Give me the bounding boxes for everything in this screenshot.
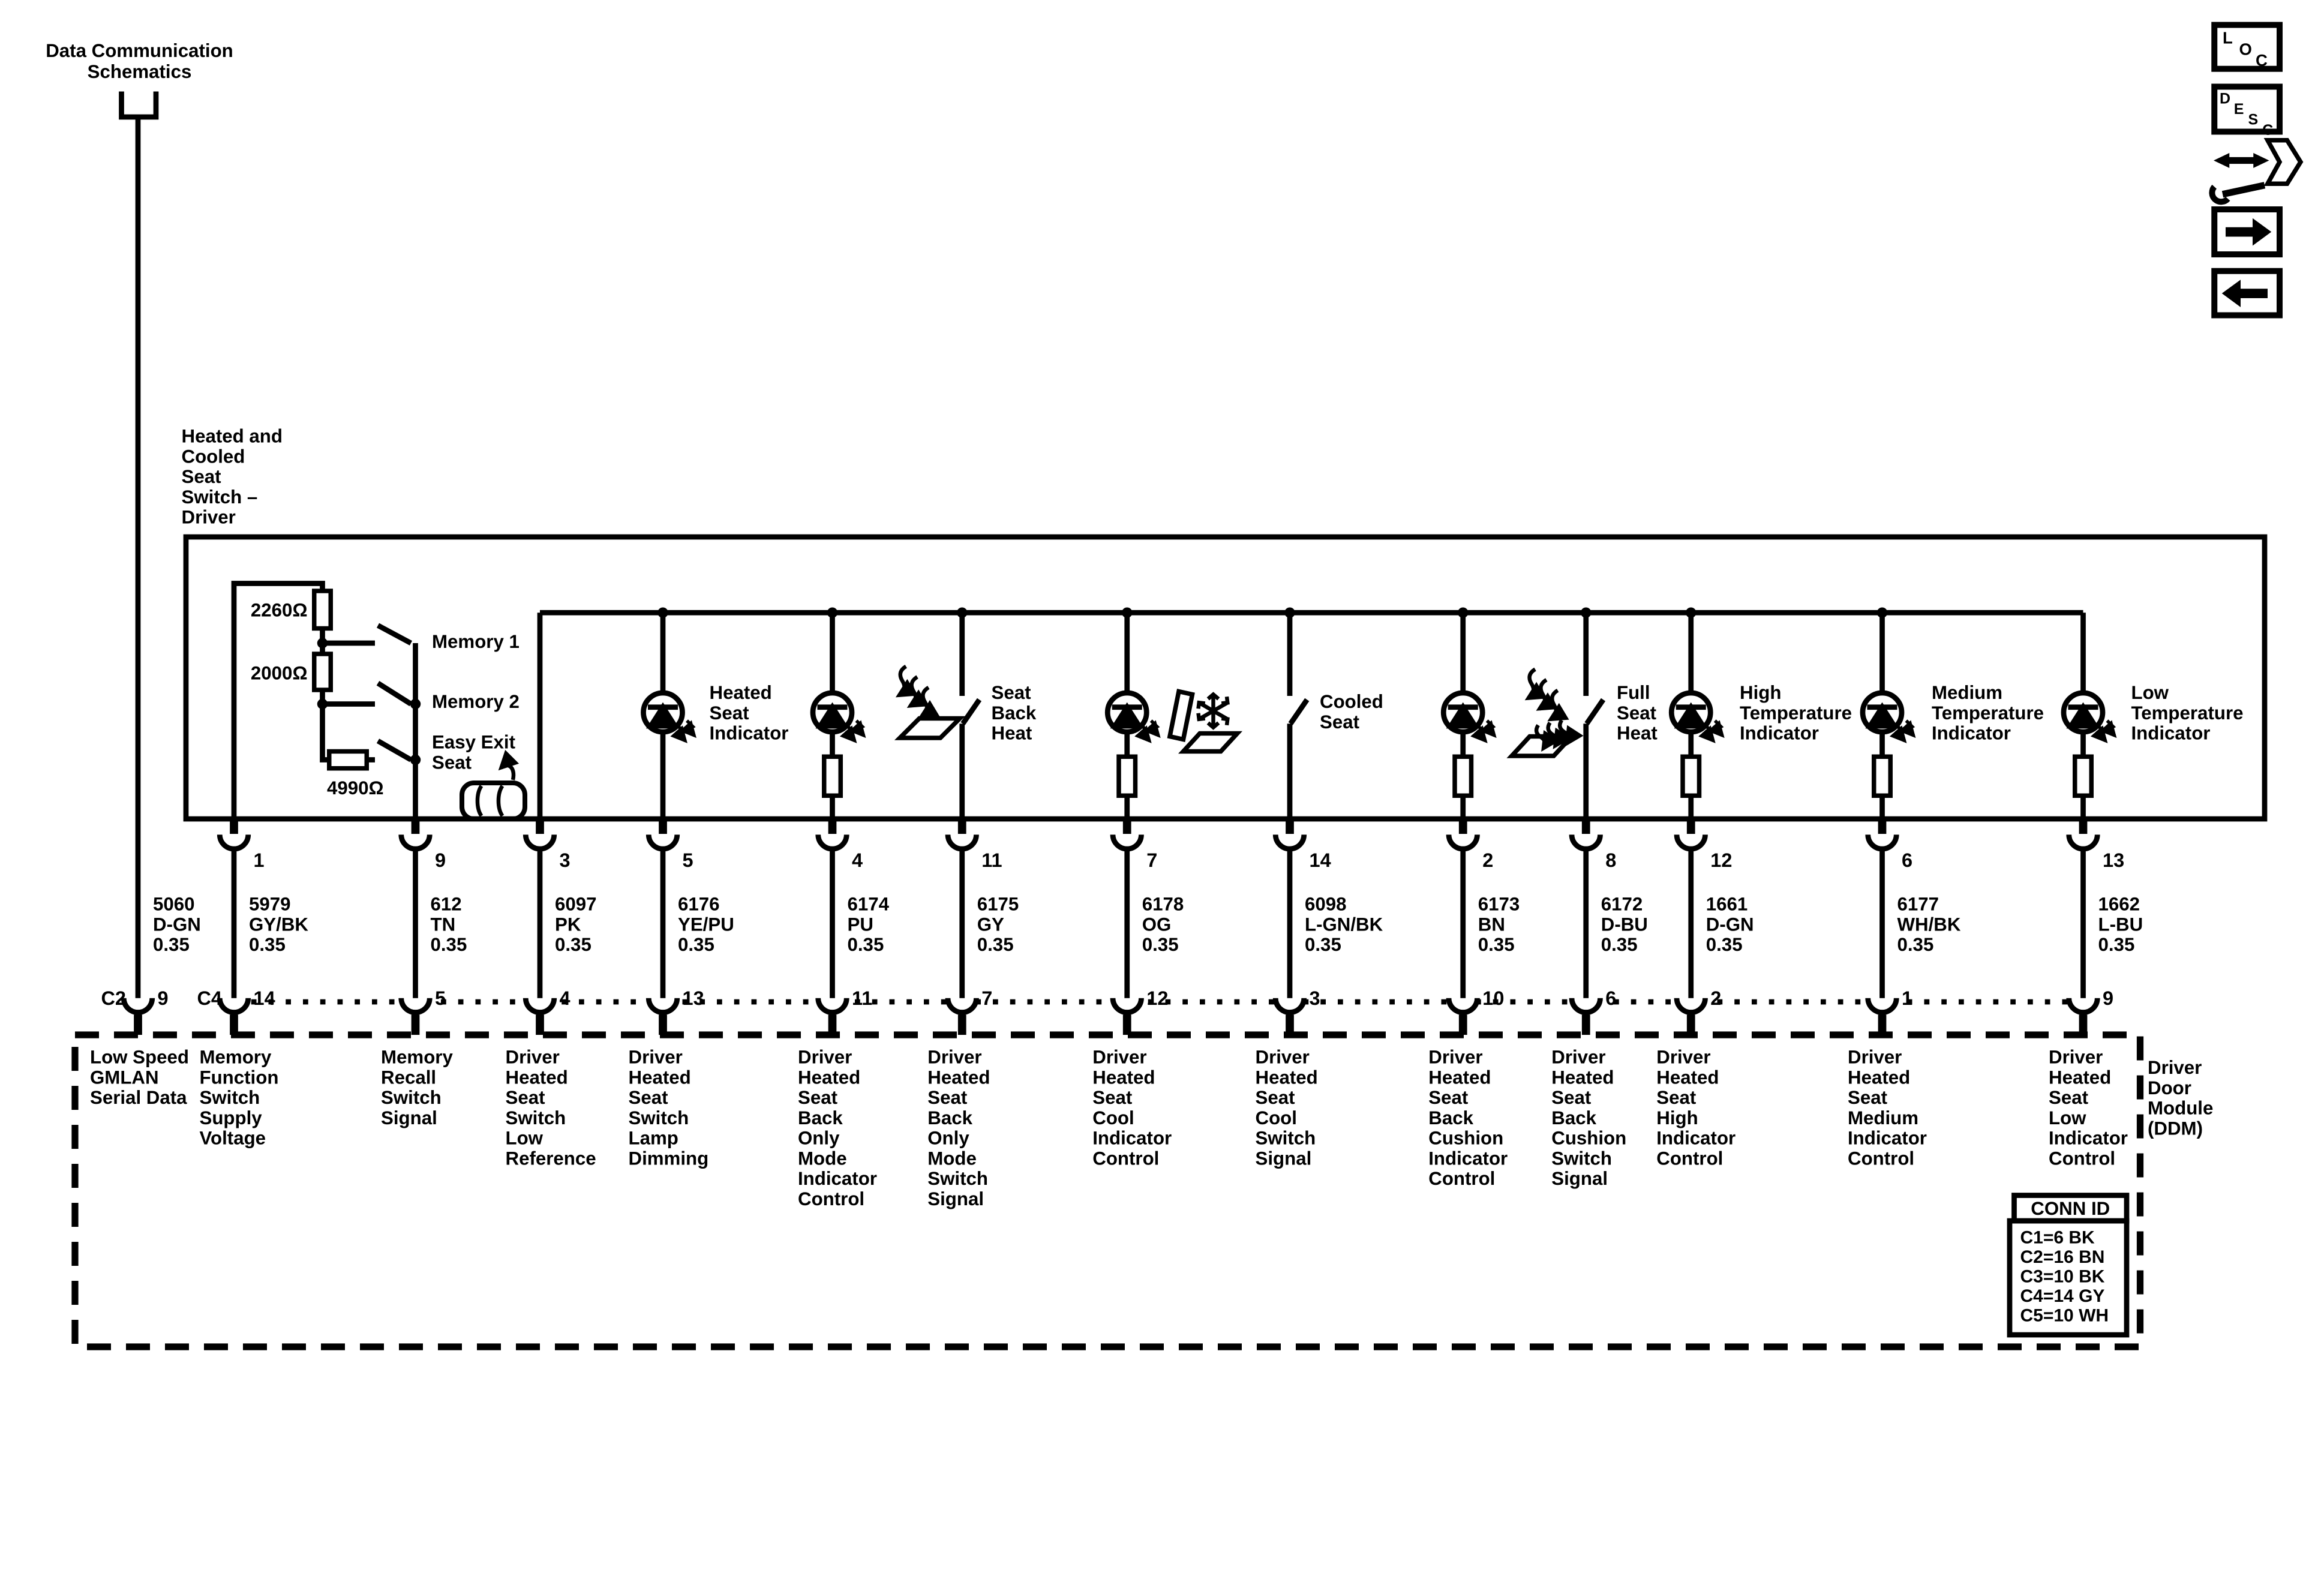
wire-gauge: 0.35: [2098, 933, 2135, 955]
led-indicator-icon: [644, 693, 695, 741]
loc-button-label: O: [2239, 40, 2252, 59]
wire-gauge: 0.35: [1142, 933, 1179, 955]
pin-function-label: Function: [199, 1067, 279, 1088]
switch-pin-connector: [948, 819, 977, 849]
pin-function-label: Heated: [927, 1067, 990, 1088]
desc-button-label: D: [2220, 90, 2231, 107]
wire-gauge: 0.35: [1305, 933, 1341, 955]
connector-id-label: C4: [197, 987, 223, 1009]
top-pin-number: 8: [1605, 849, 1617, 871]
branch-label: Medium: [1932, 682, 2003, 703]
resistor-value: 4990Ω: [327, 777, 384, 798]
pin-function-label: Low: [505, 1127, 544, 1149]
pin-function-label: Seat: [505, 1086, 545, 1108]
bus-junction-dot: [1581, 607, 1592, 618]
memory-switch-label: Memory 1: [432, 631, 520, 652]
pin-function-label: Back: [927, 1107, 972, 1128]
bottom-pin-number: 2: [1710, 987, 1722, 1009]
switch-pin-connector: [220, 819, 248, 849]
wire-color-code: PK: [555, 914, 581, 935]
pin-function-label: Seat: [2049, 1086, 2089, 1108]
wire-612: [401, 819, 430, 1035]
pin-function-label: Control: [1848, 1148, 1915, 1169]
wire-circuit-number: 6177: [1897, 893, 1939, 915]
switch-pin-connector: [1868, 819, 1897, 849]
pin-function-label: Driver: [1092, 1046, 1147, 1068]
conn-id-row: C3=10 BK: [2020, 1266, 2105, 1287]
bottom-pin-number: 10: [1482, 987, 1505, 1009]
bus-junction-dot: [827, 607, 838, 618]
branch-label: Temperature: [2131, 702, 2244, 724]
pin-function-label: Dimming: [628, 1148, 709, 1169]
pin-function-label: Low Speed: [90, 1046, 189, 1068]
ddm-pin-connector: [1449, 998, 1478, 1035]
bottom-pin-number: 5: [435, 987, 446, 1009]
switch-box-title: Cooled: [181, 446, 245, 467]
ddm-pin-connector: [220, 998, 248, 1035]
pin-function-label: Switch: [381, 1086, 442, 1108]
loc-button-label: C: [2256, 50, 2268, 70]
bottom-pin-number: 6: [1605, 987, 1617, 1009]
switch-pin-connector: [1275, 819, 1304, 849]
switch-pin-connector: [1677, 819, 1706, 849]
ddm-pin-connector: [1113, 998, 1142, 1035]
pin-function-label: Seat: [1551, 1086, 1592, 1108]
pin-function-label: Switch: [927, 1167, 988, 1189]
wire-circuit-number: 1661: [1706, 893, 1748, 915]
bus-junction-dot: [1122, 607, 1133, 618]
wire-color-code: GY: [977, 914, 1004, 935]
pin-function-label: Indicator: [1092, 1127, 1172, 1149]
pin-function-label: Reference: [505, 1148, 596, 1169]
resistor-icon: [1683, 757, 1700, 795]
wire-gauge: 0.35: [1897, 933, 1934, 955]
desc-button-label: S: [2248, 111, 2259, 128]
bottom-pin-number: 11: [852, 987, 873, 1009]
branch-label: Cooled: [1320, 691, 1383, 712]
resistor-value: 2260Ω: [250, 599, 308, 621]
pin-function-label: Memory: [381, 1046, 453, 1068]
top-pin-number: 4: [852, 849, 863, 871]
pin-function-label: Seat: [1255, 1086, 1295, 1108]
conn-id-row: C4=14 GY: [2020, 1286, 2105, 1306]
wire-circuit-number: 6175: [977, 893, 1019, 915]
wire-color-code: OG: [1142, 914, 1172, 935]
wire-color-code: YE/PU: [678, 914, 734, 935]
wire-color-code: L-GN/BK: [1305, 914, 1383, 935]
switch-pin-connector: [818, 819, 847, 849]
branch-label: Seat: [709, 702, 749, 724]
pin-function-label: Heated: [1551, 1067, 1614, 1088]
top-pin-number: 12: [1710, 849, 1733, 871]
switch-box-title: Heated and: [181, 425, 283, 447]
desc-button-label: E: [2233, 101, 2244, 118]
wire-6097: [526, 613, 554, 1035]
pin-function-label: Control: [798, 1188, 865, 1209]
pin-function-label: Signal: [381, 1107, 437, 1128]
resistor-icon: [1119, 757, 1136, 795]
bottom-pin-number: 14: [253, 987, 275, 1009]
pin-function-label: Control: [1092, 1148, 1160, 1169]
pin-function-label: Mode: [798, 1148, 847, 1169]
bus-junction-dot: [657, 607, 668, 618]
top-pin-number: 5: [682, 849, 693, 871]
data-link-bracket: [122, 92, 157, 117]
ddm-pin-connector: [818, 998, 847, 1035]
branch-label: Seat: [991, 682, 1031, 703]
resistor-value: 2000Ω: [250, 662, 308, 684]
ddm-pin-connector: [2069, 998, 2098, 1035]
top-pin-number: 13: [2103, 849, 2125, 871]
top-pin-number: 6: [1902, 849, 1913, 871]
bus-junction-dot: [957, 607, 968, 618]
resistor-icon: [2075, 757, 2092, 795]
wire-gauge: 0.35: [678, 933, 714, 955]
wire-gauge: 0.35: [153, 933, 190, 955]
conn-id-row: C1=6 BK: [2020, 1227, 2095, 1248]
pin-function-label: Heated: [1848, 1067, 1911, 1088]
pin-function-label: Driver: [505, 1046, 560, 1068]
switch-box-title: Seat: [181, 466, 221, 487]
bottom-pin-number: 12: [1146, 987, 1169, 1009]
wire-color-code: L-BU: [2098, 914, 2143, 935]
pin-function-label: Cushion: [1428, 1127, 1504, 1149]
pin-function-label: Switch: [1551, 1148, 1612, 1169]
pin-function-label: Only: [927, 1127, 969, 1149]
ddm-pin-connector: [526, 998, 554, 1035]
ddm-pin-connector: [648, 998, 677, 1035]
pin-function-label: Low: [2049, 1107, 2086, 1128]
conn-id-row: C2=16 BN: [2020, 1247, 2105, 1267]
previous-page-button[interactable]: [2214, 271, 2280, 316]
ddm-pin-connector: [1868, 998, 1897, 1035]
top-pin-number: 1: [253, 849, 265, 871]
pin-function-label: Seat: [1428, 1086, 1469, 1108]
pin-function-label: Serial Data: [90, 1086, 187, 1108]
branch-label: Low: [2131, 682, 2169, 703]
pin-function-label: Lamp: [628, 1127, 678, 1149]
wire-circuit-number: 6098: [1305, 893, 1347, 915]
wire-gauge: 0.35: [555, 933, 591, 955]
pin-function-label: Switch: [1255, 1127, 1316, 1149]
pin-function-label: Medium: [1848, 1107, 1919, 1128]
cooled-seat-icon: [1170, 692, 1238, 752]
wire-gauge: 0.35: [847, 933, 884, 955]
pin-function-label: Heated: [1656, 1067, 1719, 1088]
pin-function-label: Driver: [1848, 1046, 1902, 1068]
data-link-title: Schematics: [87, 61, 192, 82]
pin-function-label: Driver: [1656, 1046, 1711, 1068]
wire-circuit-number: 6174: [847, 893, 890, 915]
pin-function-label: Recall: [381, 1067, 437, 1088]
pin-function-label: Seat: [1656, 1086, 1697, 1108]
wire-gauge: 0.35: [430, 933, 467, 955]
pin-function-label: Heated: [1255, 1067, 1318, 1088]
bus-junction-dot: [1877, 607, 1888, 618]
pin-function-label: Driver: [2049, 1046, 2103, 1068]
wire-circuit-number: 1662: [2098, 893, 2140, 915]
pin-function-label: Switch: [199, 1086, 260, 1108]
next-page-button[interactable]: [2214, 209, 2280, 254]
branch-label: Full: [1617, 682, 1650, 703]
ddm-pin-connector: [1275, 998, 1304, 1035]
conn-id-title: CONN ID: [2031, 1197, 2110, 1219]
branch-label: Seat: [1617, 702, 1657, 724]
branch-label: Heat: [991, 722, 1032, 744]
branch-label: Heat: [1617, 722, 1658, 744]
pin-function-label: Indicator: [1428, 1148, 1508, 1169]
bottom-pin-number: 4: [559, 987, 571, 1009]
ddm-pin-connector: [124, 998, 152, 1035]
pin-function-label: Driver: [1255, 1046, 1310, 1068]
top-pin-number: 2: [1482, 849, 1494, 871]
top-pin-number: 7: [1146, 849, 1158, 871]
switch-pin-connector: [2069, 819, 2098, 849]
wire-circuit-number: 6097: [555, 893, 597, 915]
pin-function-label: Signal: [927, 1188, 984, 1209]
bottom-pin-number: 9: [157, 987, 169, 1009]
led-indicator-icon: [2064, 693, 2115, 741]
memory-switch-label: Memory 2: [432, 691, 520, 712]
wire-color-code: PU: [847, 914, 873, 935]
pin-function-label: Control: [1428, 1167, 1496, 1189]
branch-label: Temperature: [1932, 702, 2044, 724]
pin-function-label: Seat: [927, 1086, 968, 1108]
wire-color-code: D-GN: [153, 914, 201, 935]
wire-circuit-number: 612: [430, 893, 462, 915]
pin-function-label: Back: [1428, 1107, 1473, 1128]
wire-1662: [2064, 613, 2115, 1035]
pin-function-label: High: [1656, 1107, 1698, 1128]
pin-function-label: Heated: [628, 1067, 691, 1088]
bus-junction-dot: [1284, 607, 1295, 618]
ddm-module-label: Driver: [2148, 1056, 2202, 1078]
pin-function-label: Driver: [628, 1046, 683, 1068]
pin-function-label: Heated: [505, 1067, 568, 1088]
switch-pin-connector: [1449, 819, 1478, 849]
pin-function-label: Seat: [628, 1086, 668, 1108]
led-indicator-icon: [1863, 693, 1914, 741]
loc-button-label: L: [2223, 28, 2233, 47]
wire-gauge: 0.35: [249, 933, 286, 955]
pin-function-label: Control: [2049, 1148, 2116, 1169]
resistor-icon: [1455, 757, 1472, 795]
ddm-pin-connector: [401, 998, 430, 1035]
switch-pin-connector: [401, 819, 430, 849]
led-indicator-icon: [1107, 693, 1158, 741]
memory-switch-label: Seat: [432, 752, 472, 773]
pin-function-label: Seat: [1848, 1086, 1888, 1108]
desc-button-label: C: [2262, 122, 2274, 139]
wire-color-code: TN: [430, 914, 456, 935]
branch-label: Seat: [1320, 711, 1360, 733]
pin-function-label: Signal: [1255, 1148, 1312, 1169]
wire-5060: [124, 998, 152, 1035]
wire-circuit-number: 6178: [1142, 893, 1184, 915]
ddm-pin-connector: [1677, 998, 1706, 1035]
top-pin-number: 9: [435, 849, 446, 871]
pin-function-label: Cool: [1255, 1107, 1297, 1128]
pin-function-label: Indicator: [2049, 1127, 2128, 1149]
ddm-pin-connector: [948, 998, 977, 1035]
pin-function-label: Only: [798, 1127, 840, 1149]
pin-function-label: GMLAN: [90, 1067, 159, 1088]
switch-icon: [1586, 613, 1604, 819]
bus-junction-dot: [1686, 607, 1697, 618]
wire-5979: [220, 819, 248, 1035]
pin-function-label: Supply: [199, 1107, 262, 1128]
pin-function-label: Voltage: [199, 1127, 266, 1149]
switch-icon: [1290, 613, 1307, 819]
tools-icon[interactable]: [2212, 140, 2301, 202]
led-indicator-icon: [1443, 693, 1494, 741]
pin-function-label: Heated: [798, 1067, 861, 1088]
pin-function-label: Heated: [1428, 1067, 1491, 1088]
led-indicator-icon: [1671, 693, 1722, 741]
ddm-module-label: (DDM): [2148, 1118, 2203, 1139]
wire-circuit-number: 5060: [153, 893, 195, 915]
branch-label: Heated: [709, 682, 772, 703]
ddm-module-label: Module: [2148, 1097, 2214, 1119]
pin-function-label: Switch: [505, 1107, 566, 1128]
pin-function-label: Switch: [628, 1107, 689, 1128]
pin-function-label: Mode: [927, 1148, 977, 1169]
branch-label: Indicator: [1932, 722, 2011, 744]
wire-color-code: D-GN: [1706, 914, 1754, 935]
pin-function-label: Driver: [798, 1046, 852, 1068]
bottom-pin-number: 13: [682, 987, 704, 1009]
branch-label: High: [1740, 682, 1782, 703]
pin-function-label: Seat: [1092, 1086, 1133, 1108]
branch-label: Temperature: [1740, 702, 1852, 724]
ddm-pin-connector: [1572, 998, 1601, 1035]
switch-box-title: Driver: [181, 506, 236, 528]
wire-gauge: 0.35: [1601, 933, 1638, 955]
switch-pin-connector: [1572, 819, 1601, 849]
wire-gauge: 0.35: [1478, 933, 1515, 955]
wire-color-code: WH/BK: [1897, 914, 1961, 935]
wire-circuit-number: 6173: [1478, 893, 1520, 915]
branch-label: Back: [991, 702, 1037, 724]
pin-function-label: Seat: [798, 1086, 838, 1108]
resistor-icon: [1874, 757, 1891, 795]
wire-circuit-number: 6172: [1601, 893, 1643, 915]
connector-id-label: C2: [101, 987, 127, 1009]
wire-circuit-number: 5979: [249, 893, 291, 915]
seat-cushion-heat-icon: [1512, 668, 1572, 756]
led-indicator-icon: [813, 693, 864, 741]
pin-function-label: Heated: [2049, 1067, 2112, 1088]
wire-circuit-number: 6176: [678, 893, 720, 915]
pin-function-label: Back: [1551, 1107, 1596, 1128]
seat-switch-box: [186, 537, 2265, 819]
data-link-title: Data Communication: [46, 40, 233, 61]
pin-function-label: Signal: [1551, 1167, 1608, 1189]
switch-pin-connector: [648, 819, 677, 849]
top-pin-number: 11: [981, 849, 1002, 871]
pin-function-label: Heated: [1092, 1067, 1155, 1088]
wire-gauge: 0.35: [1706, 933, 1743, 955]
switch-box-title: Switch –: [181, 486, 258, 508]
resistor-icon: [824, 757, 841, 795]
pin-function-label: Driver: [1428, 1046, 1483, 1068]
top-pin-number: 14: [1309, 849, 1331, 871]
wire-gauge: 0.35: [977, 933, 1014, 955]
wire-color-code: GY/BK: [249, 914, 308, 935]
memory-switch-label: Easy Exit: [432, 731, 515, 753]
pin-function-label: Indicator: [1848, 1127, 1927, 1149]
ddm-module-label: Door: [2148, 1077, 2191, 1098]
bottom-pin-number: 9: [2103, 987, 2114, 1009]
branch-label: Indicator: [1740, 722, 1819, 744]
bottom-pin-number: 3: [1309, 987, 1320, 1009]
easy-exit-car-icon: [462, 766, 525, 819]
switch-icon: [962, 613, 980, 819]
bus-junction-dot: [1458, 607, 1469, 618]
pin-function-label: Driver: [1551, 1046, 1606, 1068]
branch-label: Indicator: [2131, 722, 2211, 744]
conn-id-row: C5=10 WH: [2020, 1305, 2109, 1326]
switch-pin-connector: [526, 819, 554, 849]
wire-color-code: D-BU: [1601, 914, 1648, 935]
wire-color-code: BN: [1478, 914, 1505, 935]
pin-function-label: Driver: [927, 1046, 982, 1068]
pin-function-label: Control: [1656, 1148, 1724, 1169]
pin-function-label: Indicator: [798, 1167, 877, 1189]
branch-label: Indicator: [709, 722, 789, 744]
switch-pin-connector: [1113, 819, 1142, 849]
pin-function-label: Cushion: [1551, 1127, 1627, 1149]
bottom-pin-number: 7: [981, 987, 993, 1009]
pin-function-label: Cool: [1092, 1107, 1134, 1128]
seat-back-heat-icon: [891, 665, 960, 738]
top-pin-number: 3: [559, 849, 571, 871]
bottom-pin-number: 1: [1902, 987, 1913, 1009]
pin-function-label: Back: [798, 1107, 843, 1128]
pin-function-label: Memory: [199, 1046, 272, 1068]
pin-function-label: Indicator: [1656, 1127, 1736, 1149]
